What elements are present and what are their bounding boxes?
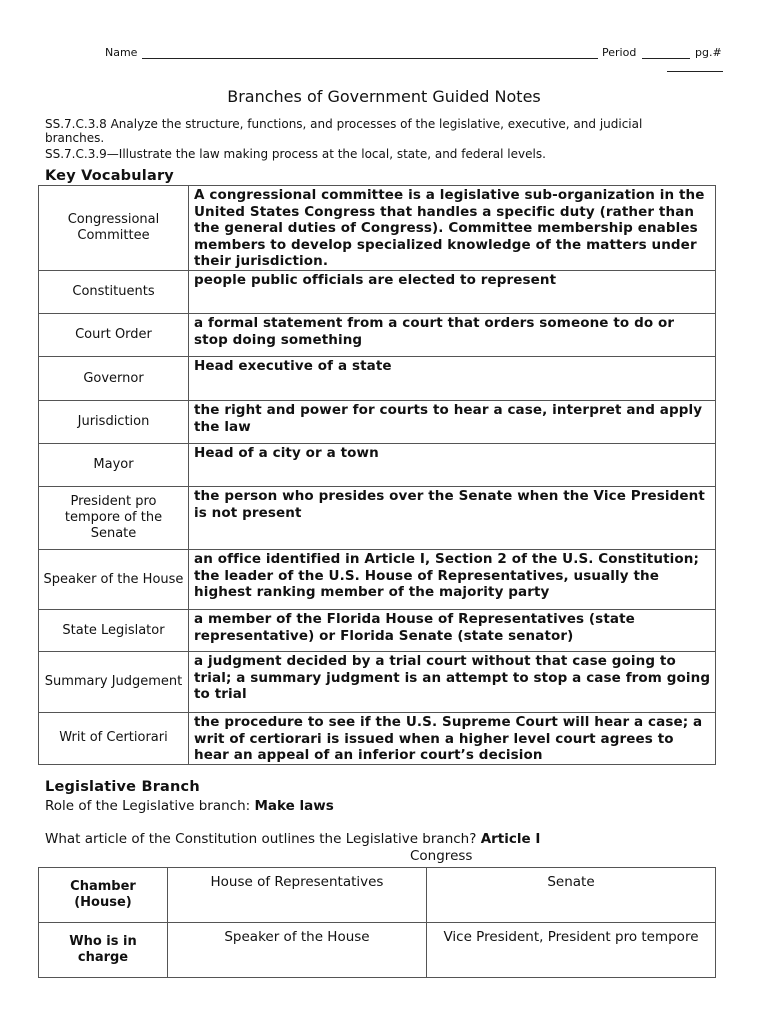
vocab-term: Governor (39, 357, 189, 401)
vocab-term: Court Order (39, 314, 189, 357)
period-blank[interactable] (642, 58, 690, 59)
table-row (39, 444, 716, 487)
vocab-definition: a member of the Florida House of Representatives (state representative) or Florida Senate (state senator) (189, 610, 716, 652)
vocab-definition: an office identified in Article I, Section 2 of the U.S. Constitution; the leader of the U.S. House of Representatives, usually the highest ranking member of the majority party (189, 550, 716, 610)
house-cell: House of Representatives (168, 868, 427, 923)
vocab-definition: Head executive of a state (189, 357, 716, 401)
standard-ss7c38: SS.7.C.3.8 Analyze the structure, functions, and processes of the legislative, executive, and judicial branches. (45, 117, 643, 145)
role-prompt: Role of the Legislative branch: (45, 798, 251, 814)
vocab-term: State Legislator (39, 610, 189, 652)
vocab-term: Constituents (39, 271, 189, 314)
congress-label: Congress (410, 848, 473, 864)
key-vocabulary-heading: Key Vocabulary (45, 168, 174, 184)
article-line (45, 831, 540, 847)
article-prompt: What article of the Constitution outlines the Legislative branch? (45, 831, 477, 847)
vocab-term: Congressional Committee (39, 186, 189, 271)
table-row (39, 923, 716, 978)
vocabulary-table (38, 185, 716, 765)
row-header-chamber: Chamber (House) (39, 868, 168, 923)
legislative-branch-heading: Legislative Branch (45, 779, 200, 795)
article-answer: Article I (480, 831, 541, 847)
senate-cell: Senate (427, 868, 716, 923)
table-row (39, 401, 716, 444)
page-blank[interactable] (667, 71, 723, 72)
vocab-definition: Head of a city or a town (189, 444, 716, 487)
vocab-term: Speaker of the House (39, 550, 189, 610)
vocab-term: Jurisdiction (39, 401, 189, 444)
congress-table (38, 867, 716, 978)
vocab-definition: the right and power for courts to hear a case, interpret and apply the law (189, 401, 716, 444)
vocab-definition: A congressional committee is a legislative sub-organization in the United States Congress that handles a specific duty (rather than the general duties of Congress). Committee membership enables members to develop specialized knowledge of the matters under their jurisdiction. (189, 186, 716, 271)
table-row (39, 713, 716, 765)
page-title: Branches of Government Guided Notes (227, 87, 541, 106)
table-row (39, 610, 716, 652)
vocab-term: Summary Judgement (39, 652, 189, 713)
table-row (39, 550, 716, 610)
vocab-term: Writ of Certiorari (39, 713, 189, 765)
standard-ss7c39: SS.7.C.3.9—Illustrate the law making process at the local, state, and federal levels. (45, 147, 546, 161)
senate-cell: Vice President, President pro tempore (427, 923, 716, 978)
house-cell: Speaker of the House (168, 923, 427, 978)
vocab-definition: a judgment decided by a trial court without that case going to trial; a summary judgment is an attempt to stop a case from going to trial (189, 652, 716, 713)
table-row (39, 186, 716, 271)
period-label: Period (602, 46, 637, 59)
vocab-definition: people public officials are elected to represent (189, 271, 716, 314)
row-header-in-charge: Who is in charge (39, 923, 168, 978)
vocab-definition: a formal statement from a court that orders someone to do or stop doing something (189, 314, 716, 357)
vocab-term: President pro tempore of the Senate (39, 487, 189, 550)
role-line (45, 798, 334, 814)
name-blank[interactable] (142, 58, 598, 59)
vocab-definition: the person who presides over the Senate when the Vice President is not present (189, 487, 716, 550)
table-row (39, 487, 716, 550)
table-row (39, 271, 716, 314)
role-answer: Make laws (254, 798, 334, 814)
table-row (39, 652, 716, 713)
vocab-definition: the procedure to see if the U.S. Supreme Court will hear a case; a writ of certiorari is issued when a higher level court agrees to hear an appeal of an inferior court’s decision (189, 713, 716, 765)
name-label: Name (105, 46, 138, 59)
table-row (39, 357, 716, 401)
table-row (39, 868, 716, 923)
page-label: pg.# (695, 46, 722, 59)
table-row (39, 314, 716, 357)
vocab-term: Mayor (39, 444, 189, 487)
